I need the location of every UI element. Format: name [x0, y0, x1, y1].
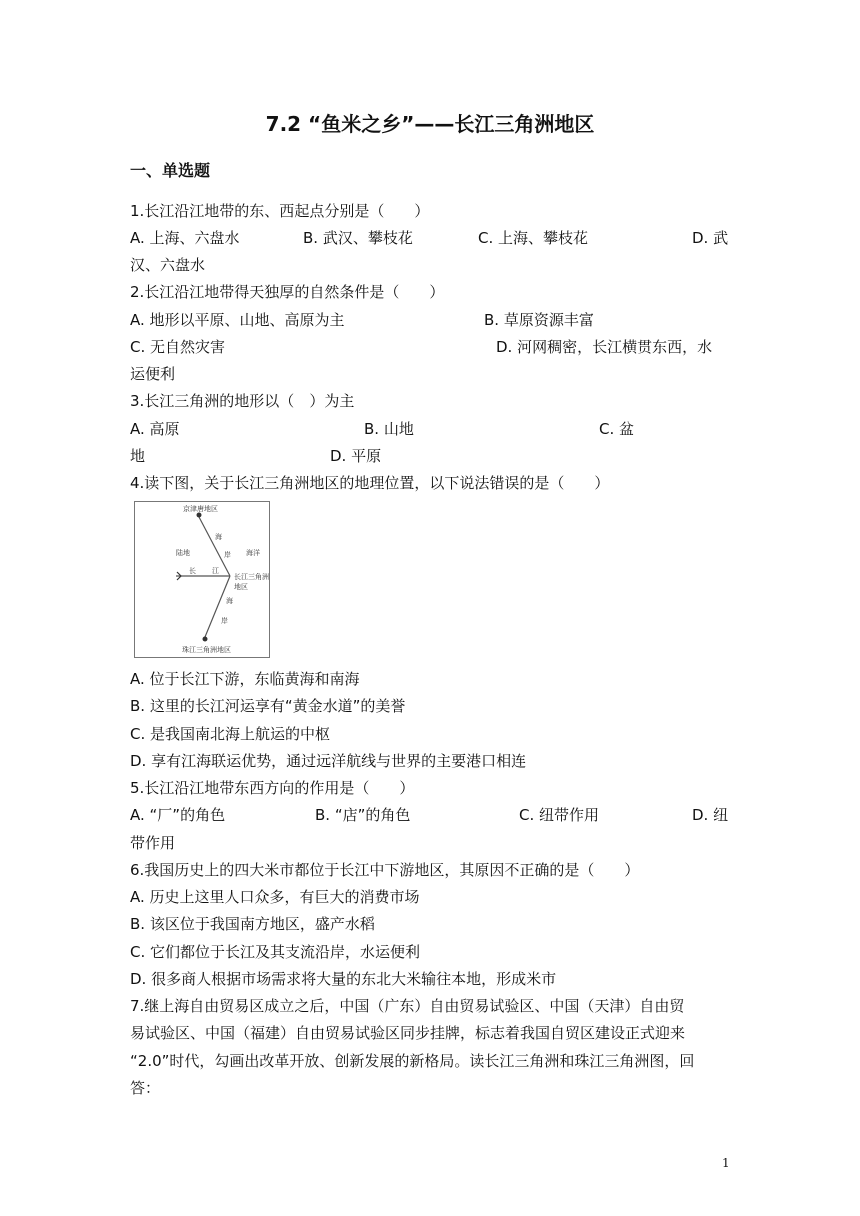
map-label-river-1: 长 [189, 567, 196, 575]
page-number: 1 [722, 1156, 730, 1170]
question-7-line-3: “2.0”时代，勾画出改革开放、创新发展的新格局。读长江三角洲和珠江三角洲图，回 [130, 1052, 695, 1070]
page-title: 7.2 “鱼米之乡”——长江三角洲地区 [265, 112, 595, 136]
question-6-option-a: A. 历史上这里人口众多，有巨大的消费市场 [130, 888, 420, 906]
question-2-stem: 2.长江沿江地带得天独厚的自然条件是（ ） [130, 283, 445, 301]
question-4-stem: 4.读下图，关于长江三角洲地区的地理位置，以下说法错误的是（ ） [130, 474, 610, 492]
question-7-line-1: 7.继上海自由贸易区成立之后，中国（广东）自由贸易试验区、中国（天津）自由贸 [130, 997, 685, 1015]
question-2-option-d: D. 河网稠密，长江横贯东西，水 [496, 338, 713, 356]
question-1-option-b: B. 武汉、攀枝花 [303, 229, 413, 247]
question-3-option-b: B. 山地 [364, 420, 414, 438]
question-3-option-c: C. 盆 [599, 420, 635, 438]
map-label-delta-1: 长江三角洲 [234, 573, 269, 581]
question-3-stem: 3.长江三角洲的地形以（ ）为主 [130, 392, 355, 410]
map-label-south-sea-2: 岸 [221, 617, 228, 625]
question-4-option-b: B. 这里的长江河运享有“黄金水道”的美誉 [130, 697, 406, 715]
map-label-river-2: 江 [212, 567, 219, 575]
question-6-stem: 6.我国历史上的四大米市都位于长江中下游地区，其原因不正确的是（ ） [130, 861, 640, 879]
question-3-option-a: A. 高原 [130, 420, 180, 438]
question-3-option-d: D. 平原 [330, 447, 382, 465]
question-2-option-c: C. 无自然灾害 [130, 338, 226, 356]
question-4-option-a: A. 位于长江下游，东临黄海和南海 [130, 670, 360, 688]
map-label-north-sea-1: 海 [215, 533, 222, 541]
question-5-stem: 5.长江沿江地带东西方向的作用是（ ） [130, 779, 415, 797]
question-1-stem: 1.长江沿江地带的东、西起点分别是（ ） [130, 202, 430, 220]
map-label-north-sea-2: 岸 [224, 551, 231, 559]
question-6-option-b: B. 该区位于我国南方地区，盛产水稻 [130, 915, 375, 933]
question-6-option-c: C. 它们都位于长江及其支流沿岸，水运便利 [130, 943, 421, 961]
location-map [134, 501, 270, 658]
question-1-option-c: C. 上海、攀枝花 [478, 229, 589, 247]
question-4-option-d: D. 享有江海联运优势，通过远洋航线与世界的主要港口相连 [130, 752, 527, 770]
question-2-option-d-continued: 运便利 [130, 365, 176, 383]
map-label-delta-2: 地区 [234, 583, 248, 591]
map-label-south-sea-1: 海 [226, 597, 233, 605]
question-5-option-d-continued: 带作用 [130, 834, 176, 852]
question-5-option-c: C. 纽带作用 [519, 806, 600, 824]
question-5-option-b: B. “店”的角色 [315, 806, 411, 824]
north-location-dot [197, 513, 202, 518]
question-1-option-a: A. 上海、六盘水 [130, 229, 240, 247]
map-label-ocean: 海洋 [246, 549, 260, 557]
question-7-line-4: 答： [130, 1079, 161, 1097]
question-1-option-d: D. 武 [692, 229, 729, 247]
map-label-south-region: 珠江三角洲地区 [182, 646, 231, 654]
question-2-option-b: B. 草原资源丰富 [484, 311, 594, 329]
question-2-option-a: A. 地形以平原、山地、高原为主 [130, 311, 345, 329]
question-3-option-c-continued: 地 [130, 447, 146, 465]
question-7-line-2: 易试验区、中国（福建）自由贸易试验区同步挂牌，标志着我国自贸区建设正式迎来 [130, 1024, 686, 1042]
question-1-option-d-continued: 汉、六盘水 [130, 256, 206, 274]
question-5-option-a: A. “厂”的角色 [130, 806, 226, 824]
section-heading: 一、单选题 [130, 161, 211, 180]
question-6-option-d: D. 很多商人根据市场需求将大量的东北大米输往本地，形成米市 [130, 970, 557, 988]
south-location-dot [203, 637, 208, 642]
map-label-land: 陆地 [176, 549, 190, 557]
question-5-option-d: D. 纽 [692, 806, 729, 824]
question-4-option-c: C. 是我国南北海上航运的中枢 [130, 725, 331, 743]
map-label-north-region: 京津唐地区 [183, 505, 218, 513]
